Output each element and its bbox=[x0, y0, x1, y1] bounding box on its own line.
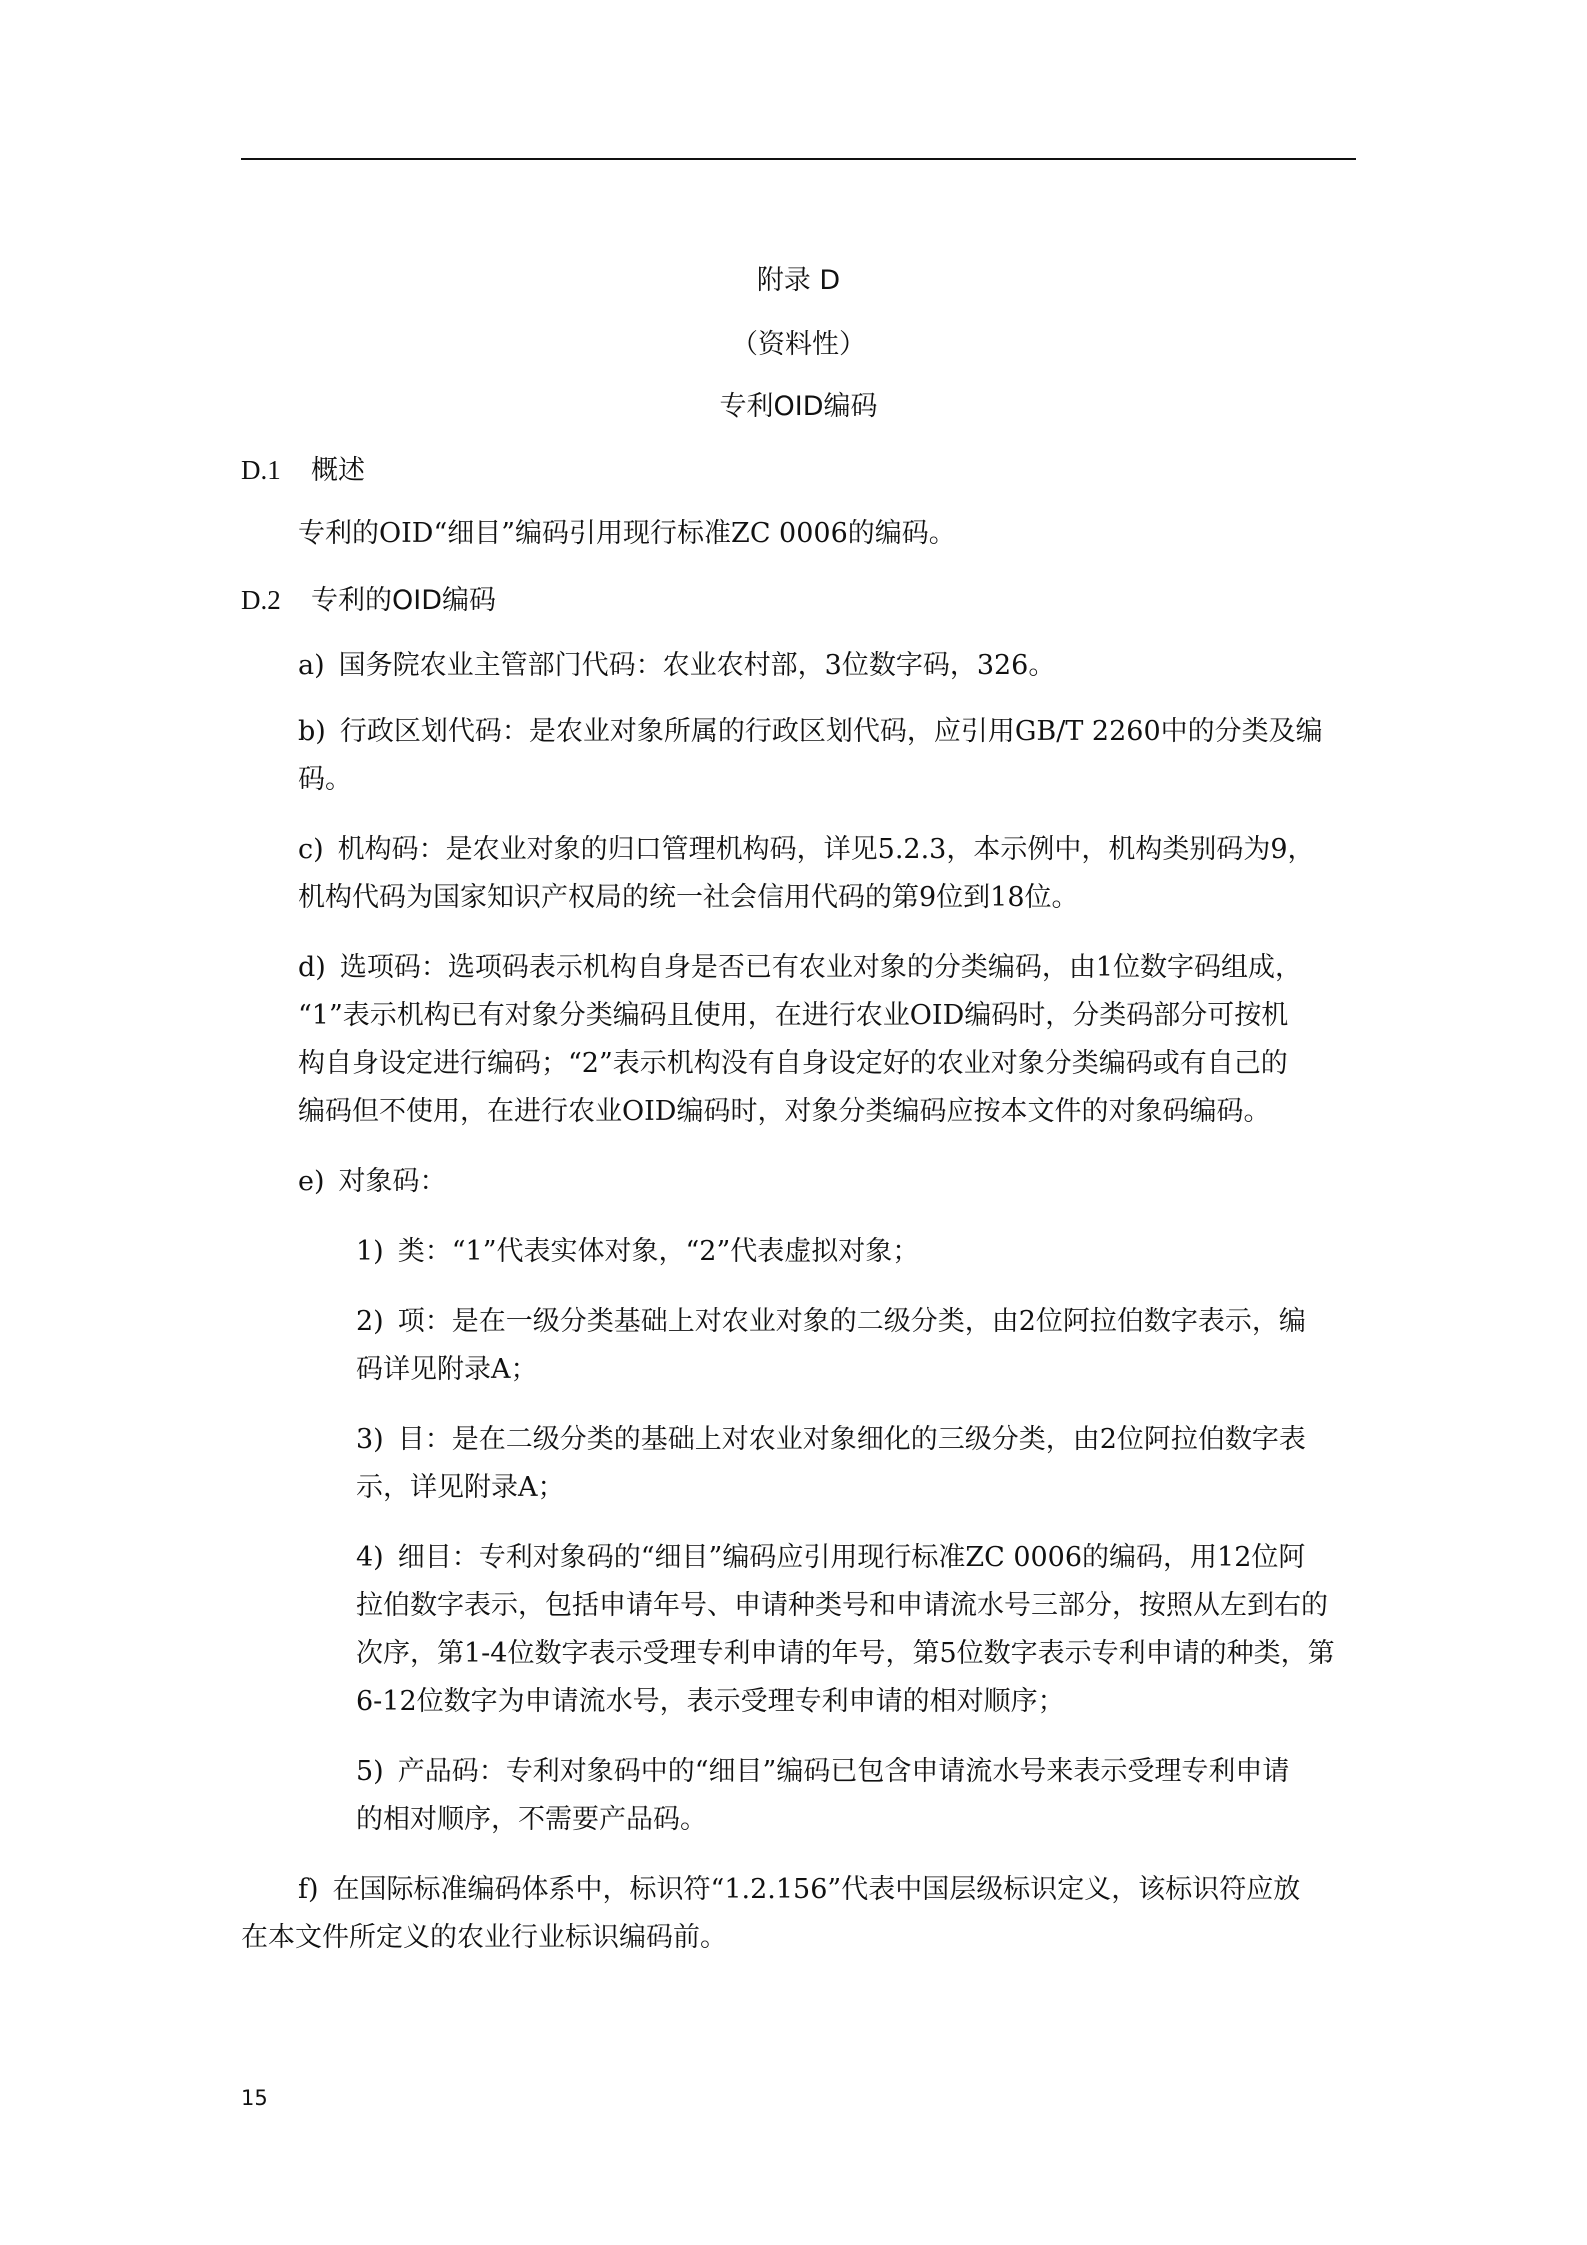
item-text: 目：是在二级分类的基础上对农业对象细化的三级分类，由2位阿拉伯数字表 bbox=[397, 1424, 1306, 1455]
item-marker: f) bbox=[298, 1874, 319, 1905]
item-text: 码详见附录A； bbox=[356, 1354, 538, 1385]
item-text: 项：是在一级分类基础上对农业对象的二级分类，由2位阿拉伯数字表示，编 bbox=[397, 1306, 1306, 1337]
section-title: 概述 bbox=[311, 455, 365, 486]
appendix-title: 附录 D bbox=[756, 265, 841, 296]
section-number: D.2 bbox=[241, 585, 281, 615]
item-text: 次序，第1-4位数字表示受理专利申请的年号，第5位数字表示专利申请的种类，第 bbox=[356, 1638, 1335, 1669]
item-marker: d) bbox=[298, 952, 326, 983]
item-text: 在本文件所定义的农业行业标识编码前。 bbox=[241, 1922, 727, 1953]
page-number: 15 bbox=[241, 2086, 268, 2110]
section-heading-d2 bbox=[241, 578, 496, 617]
sub-item-4 bbox=[356, 1534, 1335, 1726]
item-marker: 5) bbox=[356, 1756, 384, 1787]
list-item-c bbox=[298, 826, 1315, 922]
sub-item-1 bbox=[356, 1228, 919, 1276]
header-rule bbox=[241, 158, 1356, 160]
item-text: 编码但不使用，在进行农业OID编码时，对象分类编码应按本文件的对象码编码。 bbox=[298, 1096, 1271, 1127]
item-marker: 4) bbox=[356, 1542, 384, 1573]
sub-item-3 bbox=[356, 1416, 1306, 1512]
item-text: 机构代码为国家知识产权局的统一社会信用代码的第9位到18位。 bbox=[298, 882, 1079, 913]
appendix-type: （资料性） bbox=[731, 329, 866, 360]
item-text: 在国际标准编码体系中，标识符“1.2.156”代表中国层级标识定义，该标识符应放 bbox=[332, 1874, 1301, 1905]
list-item-e bbox=[298, 1158, 447, 1206]
sub-item-5 bbox=[356, 1748, 1289, 1844]
item-text: 拉伯数字表示，包括申请年号、申请种类号和申请流水号三部分，按照从左到右的 bbox=[356, 1590, 1328, 1621]
item-marker: b) bbox=[298, 716, 326, 747]
section-title: 专利的OID编码 bbox=[311, 585, 497, 616]
item-text: 选项码：选项码表示机构自身是否已有农业对象的分类编码，由1位数字码组成， bbox=[339, 952, 1303, 983]
item-text: 6-12位数字为申请流水号，表示受理专利申请的相对顺序； bbox=[356, 1686, 1065, 1717]
item-text: 类：“1”代表实体对象，“2”代表虚拟对象； bbox=[397, 1236, 920, 1267]
item-marker: 3) bbox=[356, 1424, 384, 1455]
paragraph-line: 专利的OID“细目”编码引用现行标准ZC 0006的编码。 bbox=[298, 518, 956, 549]
item-text: 构自身设定进行编码；“2”表示机构没有自身设定好的农业对象分类编码或有自己的 bbox=[298, 1048, 1288, 1079]
item-text: 码。 bbox=[298, 764, 352, 795]
item-marker: c) bbox=[298, 834, 324, 865]
list-item-f bbox=[241, 1866, 1300, 1962]
appendix-subject: 专利OID编码 bbox=[719, 391, 878, 422]
list-item-b bbox=[298, 708, 1323, 804]
item-text: 机构码：是农业对象的归口管理机构码，详见5.2.3，本示例中，机构类别码为9， bbox=[337, 834, 1315, 865]
item-text: “1”表示机构已有对象分类编码且使用，在进行农业OID编码时，分类码部分可按机 bbox=[298, 1000, 1289, 1031]
list-item-d bbox=[298, 944, 1302, 1136]
item-marker: 1) bbox=[356, 1236, 384, 1267]
d1-paragraph bbox=[298, 510, 956, 558]
list-item-a bbox=[298, 642, 1055, 690]
sub-item-2 bbox=[356, 1298, 1306, 1394]
item-text: 细目：专利对象码的“细目”编码应引用现行标准ZC 0006的编码，用12位阿 bbox=[397, 1542, 1306, 1573]
item-text: 的相对顺序，不需要产品码。 bbox=[356, 1804, 707, 1835]
section-heading-d1 bbox=[241, 448, 365, 487]
item-marker: a) bbox=[298, 650, 325, 681]
item-marker: 2) bbox=[356, 1306, 384, 1337]
item-text: 产品码：专利对象码中的“细目”编码已包含申请流水号来表示受理专利申请 bbox=[397, 1756, 1290, 1787]
item-text: 对象码： bbox=[338, 1166, 447, 1197]
section-number: D.1 bbox=[241, 455, 281, 485]
item-text: 行政区划代码：是农业对象所属的行政区划代码，应引用GB/T 2260中的分类及编 bbox=[339, 716, 1323, 747]
item-text: 国务院农业主管部门代码：农业农村部，3位数字码，326。 bbox=[338, 650, 1056, 681]
item-marker: e) bbox=[298, 1166, 325, 1197]
item-text: 示，详见附录A； bbox=[356, 1472, 565, 1503]
